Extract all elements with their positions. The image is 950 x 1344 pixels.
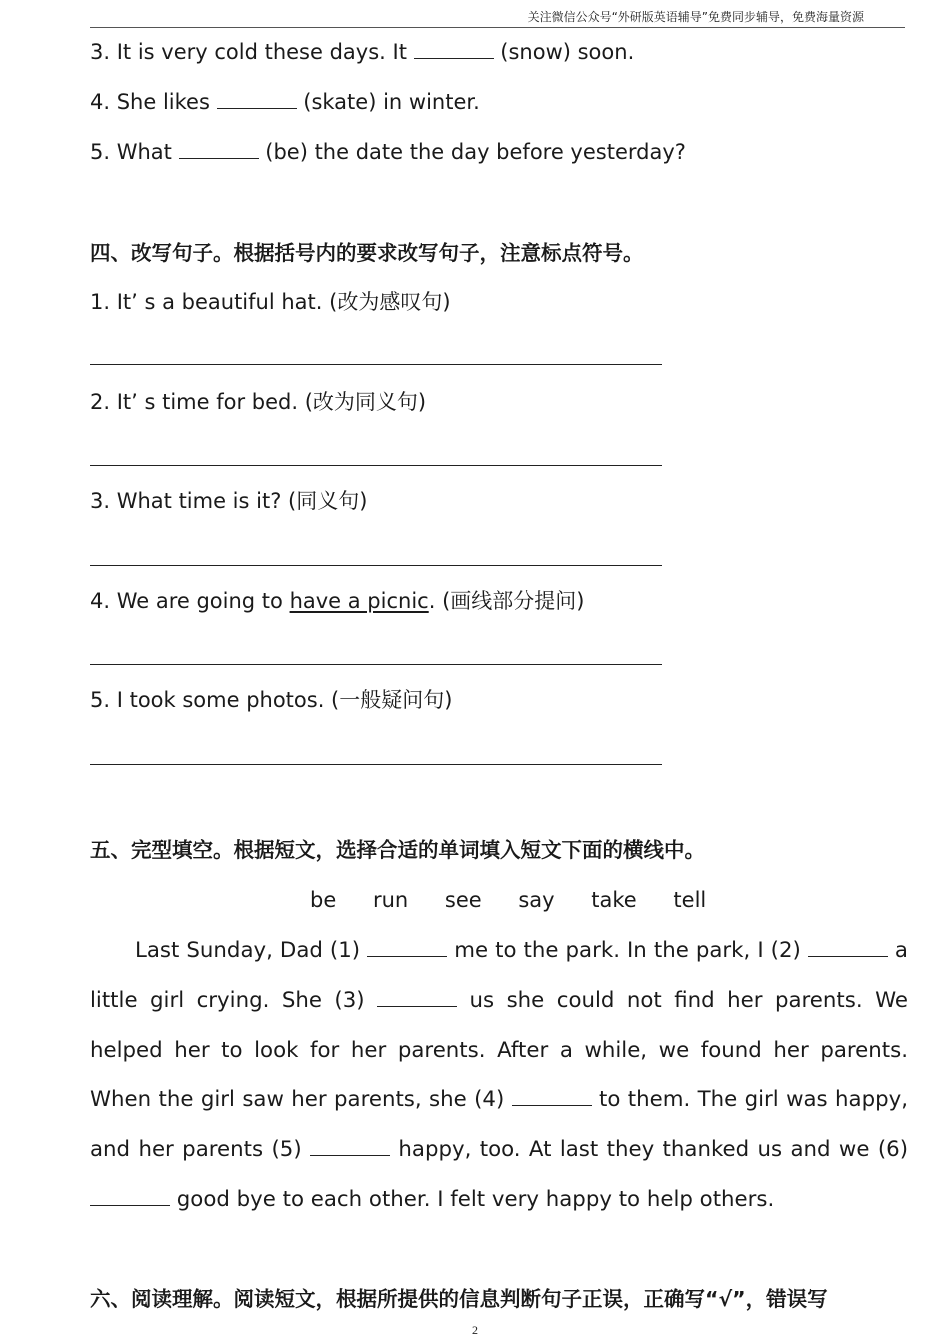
answer-line[interactable] [90, 565, 662, 566]
question-4-3: 3. What time is it? (同义句) [90, 489, 368, 513]
question-4-5: 5. I took some photos. (一般疑问句) [90, 688, 453, 712]
question-4-4: 4. We are going to have a picnic. (画线部分提问) [90, 589, 585, 613]
word-bank-item: run [372, 888, 409, 912]
answer-line[interactable] [90, 465, 662, 466]
page-number: 2 [472, 1323, 478, 1337]
question-3-5: 5. What (be) the date the day before yesterday? [90, 140, 686, 164]
cloze-blank-6[interactable] [90, 1187, 170, 1206]
word-bank [310, 888, 736, 912]
cloze-blank-4[interactable] [512, 1087, 592, 1106]
answer-line[interactable] [90, 664, 662, 665]
section-4-heading: 四、改写句子。根据括号内的要求改写句子，注意标点符号。 [90, 241, 644, 265]
answer-line[interactable] [90, 364, 662, 365]
answer-line[interactable] [90, 764, 662, 765]
section-6-heading: 六、阅读理解。阅读短文，根据所提供的信息判断句子正误，正确写“√”，错误写 [90, 1287, 828, 1311]
question-4-1: 1. It’ s a beautiful hat. (改为感叹句) [90, 290, 451, 314]
word-bank-item: take [591, 888, 637, 912]
underlined-phrase: have a picnic [289, 589, 429, 613]
cloze-blank-3[interactable] [377, 988, 457, 1007]
answer-blank[interactable] [414, 40, 494, 59]
cloze-blank-1[interactable] [367, 938, 447, 957]
question-4-2: 2. It’ s time for bed. (改为同义句) [90, 390, 427, 414]
answer-blank[interactable] [217, 90, 297, 109]
word-bank-item: see [444, 888, 482, 912]
page-header: 关注微信公众号“外研版英语辅导”免费同步辅导，免费海量资源 [527, 10, 864, 24]
cloze-blank-5[interactable] [310, 1137, 390, 1156]
header-divider [90, 27, 905, 28]
question-3-3: 3. It is very cold these days. It (snow) soon. [90, 40, 635, 64]
word-bank-item: tell [673, 888, 707, 912]
answer-blank[interactable] [179, 140, 259, 159]
cloze-blank-2[interactable] [808, 938, 888, 957]
word-bank-item: say [518, 888, 555, 912]
question-3-4: 4. She likes (skate) in winter. [90, 90, 480, 114]
cloze-passage: Last Sunday, Dad (1) me to the park. In the park, I (2) a little girl crying. She (3) us she could not find her parents. We helped her to look for her parents. After a while, we found her parents. When the girl saw her parents, she (4) to them. The girl was happy, and her parents (5) happy, too. At last they thanked us and we (6) good bye to each other. I felt very happy to help others. [90, 938, 908, 1212]
word-bank-item: be [310, 888, 337, 912]
section-5-heading: 五、完型填空。根据短文，选择合适的单词填入短文下面的横线中。 [90, 838, 705, 862]
